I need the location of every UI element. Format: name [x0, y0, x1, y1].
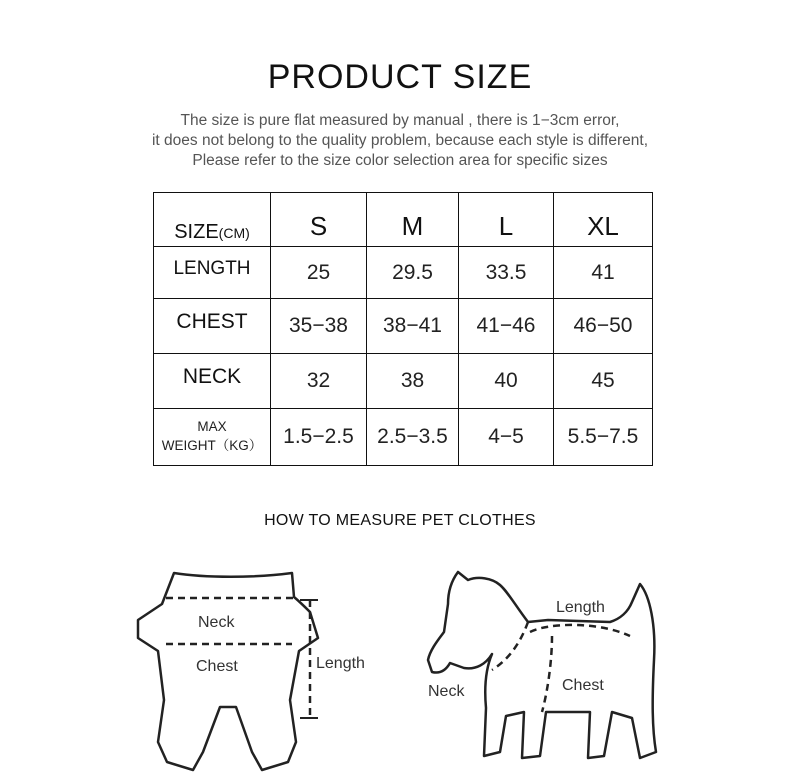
weight-s: 1.5−2.5 — [271, 409, 367, 466]
table-header-row — [154, 193, 653, 247]
dog-outline — [428, 572, 656, 758]
size-m-header: M — [367, 193, 459, 247]
size-l-header: L — [459, 193, 554, 247]
length-m: 29.5 — [367, 247, 459, 299]
chest-l: 41−46 — [459, 299, 554, 354]
weight-m: 2.5−3.5 — [367, 409, 459, 466]
garment-length-label: Length — [316, 655, 365, 672]
garment-chest-label: Chest — [196, 658, 238, 675]
weight-xl: 5.5−7.5 — [554, 409, 653, 466]
measurement-diagrams — [0, 540, 800, 777]
table-row-max-weight — [154, 409, 653, 466]
length-s: 25 — [271, 247, 367, 299]
dog-neck-line — [492, 622, 528, 670]
length-xl: 41 — [554, 247, 653, 299]
page-title: PRODUCT SIZE — [267, 58, 533, 96]
neck-xl: 45 — [554, 354, 653, 409]
row-label-chest: CHEST — [154, 299, 271, 354]
table-row-neck — [154, 354, 653, 409]
description-line-3: Please refer to the size color selection area for specific sizes — [192, 152, 608, 169]
neck-m: 38 — [367, 354, 459, 409]
chest-m: 38−41 — [367, 299, 459, 354]
chest-xl: 46−50 — [554, 299, 653, 354]
description-line-1: The size is pure flat measured by manual , there is 1−3cm error, — [180, 112, 620, 129]
row-label-length: LENGTH — [154, 247, 271, 299]
description-line-2: it does not belong to the quality problem, because each style is different, — [151, 132, 649, 149]
max-label-line-2: WEIGHT（KG） — [161, 438, 263, 453]
row-label-max-weight — [154, 409, 271, 466]
size-xl-header: XL — [554, 193, 653, 247]
weight-l: 4−5 — [459, 409, 554, 466]
neck-l: 40 — [459, 354, 554, 409]
dog-chest-line — [542, 636, 552, 712]
row-label-neck: NECK — [154, 354, 271, 409]
chest-s: 35−38 — [271, 299, 367, 354]
size-table — [153, 192, 653, 466]
table-row-chest — [154, 299, 653, 354]
size-header-label: SIZE — [174, 221, 219, 243]
how-to-measure-title: HOW TO MEASURE PET CLOTHES — [264, 512, 536, 529]
garment-neck-label: Neck — [198, 614, 235, 631]
garment-diagram — [138, 573, 365, 770]
dog-chest-label: Chest — [562, 677, 604, 694]
size-header-cell — [154, 193, 271, 247]
table-row-length — [154, 247, 653, 299]
size-s-header: S — [271, 193, 367, 247]
dog-length-line — [530, 625, 630, 636]
dog-diagram — [428, 572, 656, 758]
max-label-line-1: MAX — [197, 419, 227, 434]
dog-neck-label: Neck — [428, 683, 465, 700]
dog-length-label: Length — [556, 599, 605, 616]
length-l: 33.5 — [459, 247, 554, 299]
neck-s: 32 — [271, 354, 367, 409]
size-header-unit: (CM) — [218, 225, 250, 241]
